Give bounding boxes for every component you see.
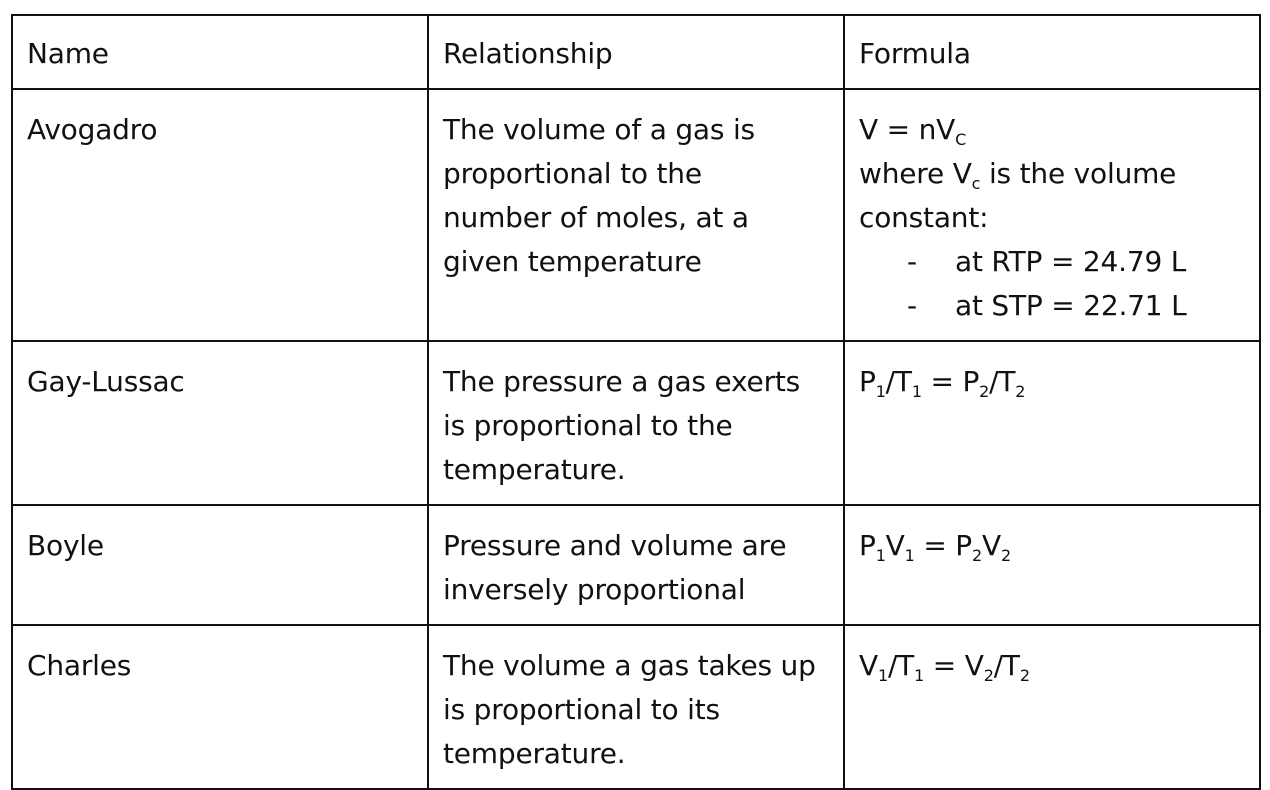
relationship-line: given temperature bbox=[443, 245, 702, 278]
name-cell: Boyle bbox=[12, 505, 428, 625]
formula-subscript: 2 bbox=[1019, 666, 1030, 685]
table-row-charles bbox=[12, 625, 1260, 789]
table-header-row bbox=[12, 15, 1260, 89]
relationship-cell bbox=[428, 625, 844, 789]
formula-subscript: 1 bbox=[914, 666, 925, 685]
formula-cell bbox=[844, 89, 1260, 341]
bullet-marker: - bbox=[907, 289, 917, 322]
formula-text: V bbox=[885, 529, 905, 562]
formula-main bbox=[859, 108, 1246, 152]
constant-list bbox=[859, 240, 1246, 328]
formula-text: P bbox=[859, 365, 876, 398]
formula-text: V bbox=[859, 649, 878, 682]
formula-constant-label: constant: bbox=[859, 201, 989, 234]
relationship-line: number of moles, at a bbox=[443, 201, 749, 234]
formula-text: P bbox=[859, 529, 876, 562]
name-cell: Gay-Lussac bbox=[12, 341, 428, 505]
header-relationship: Relationship bbox=[428, 15, 844, 89]
formula-subscript: c bbox=[971, 174, 981, 193]
formula-text: V bbox=[981, 529, 1001, 562]
formula-main bbox=[859, 524, 1246, 568]
list-item bbox=[859, 240, 1246, 284]
formula-subscript: 1 bbox=[911, 382, 922, 401]
relationship-line: temperature. bbox=[443, 453, 626, 486]
formula-text: /T bbox=[993, 649, 1020, 682]
relationship-line: proportional to the bbox=[443, 157, 702, 190]
gas-laws-table bbox=[11, 14, 1261, 790]
formula-subscript: 2 bbox=[983, 666, 994, 685]
formula-text: /T bbox=[989, 365, 1016, 398]
formula-subscript: 2 bbox=[979, 382, 990, 401]
bullet-text: at RTP = 24.79 L bbox=[955, 245, 1187, 278]
relationship-cell bbox=[428, 505, 844, 625]
formula-subscript: 1 bbox=[875, 546, 886, 565]
relationship-line: is proportional to the bbox=[443, 409, 733, 442]
formula-text: = P bbox=[921, 365, 980, 398]
relationship-line: The volume a gas takes up bbox=[443, 649, 816, 682]
table-row-avogadro bbox=[12, 89, 1260, 341]
name-cell: Avogadro bbox=[12, 89, 428, 341]
relationship-line: temperature. bbox=[443, 737, 626, 770]
formula-where bbox=[859, 152, 1246, 196]
relationship-line: Pressure and volume are bbox=[443, 529, 787, 562]
formula-text: is the volume bbox=[980, 157, 1177, 190]
formula-text: = P bbox=[914, 529, 972, 562]
bullet-text: at STP = 22.71 L bbox=[955, 289, 1187, 322]
list-item bbox=[859, 284, 1246, 328]
relationship-line: The volume of a gas is bbox=[443, 113, 755, 146]
formula-text: = V bbox=[924, 649, 984, 682]
formula-subscript: 1 bbox=[877, 666, 888, 685]
bullet-marker: - bbox=[907, 245, 917, 278]
table-row-gay-lussac bbox=[12, 341, 1260, 505]
formula-subscript: C bbox=[955, 130, 967, 149]
formula-cell bbox=[844, 625, 1260, 789]
formula-text: V = nV bbox=[859, 113, 956, 146]
formula-subscript: 1 bbox=[904, 546, 915, 565]
relationship-cell bbox=[428, 89, 844, 341]
formula-subscript: 2 bbox=[1015, 382, 1026, 401]
table-row-boyle bbox=[12, 505, 1260, 625]
formula-main bbox=[859, 644, 1246, 688]
formula-text: where V bbox=[859, 157, 972, 190]
relationship-line: is proportional to its bbox=[443, 693, 720, 726]
name-cell: Charles bbox=[12, 625, 428, 789]
formula-subscript: 2 bbox=[1000, 546, 1011, 565]
formula-main bbox=[859, 360, 1246, 404]
relationship-cell bbox=[428, 341, 844, 505]
formula-cell bbox=[844, 505, 1260, 625]
formula-subscript: 2 bbox=[971, 546, 982, 565]
formula-text: /T bbox=[887, 649, 915, 682]
header-formula: Formula bbox=[844, 15, 1260, 89]
formula-text: /T bbox=[885, 365, 912, 398]
relationship-line: inversely proportional bbox=[443, 573, 746, 606]
formula-cell bbox=[844, 341, 1260, 505]
formula-subscript: 1 bbox=[875, 382, 886, 401]
relationship-line: The pressure a gas exerts bbox=[443, 365, 801, 398]
header-name: Name bbox=[12, 15, 428, 89]
